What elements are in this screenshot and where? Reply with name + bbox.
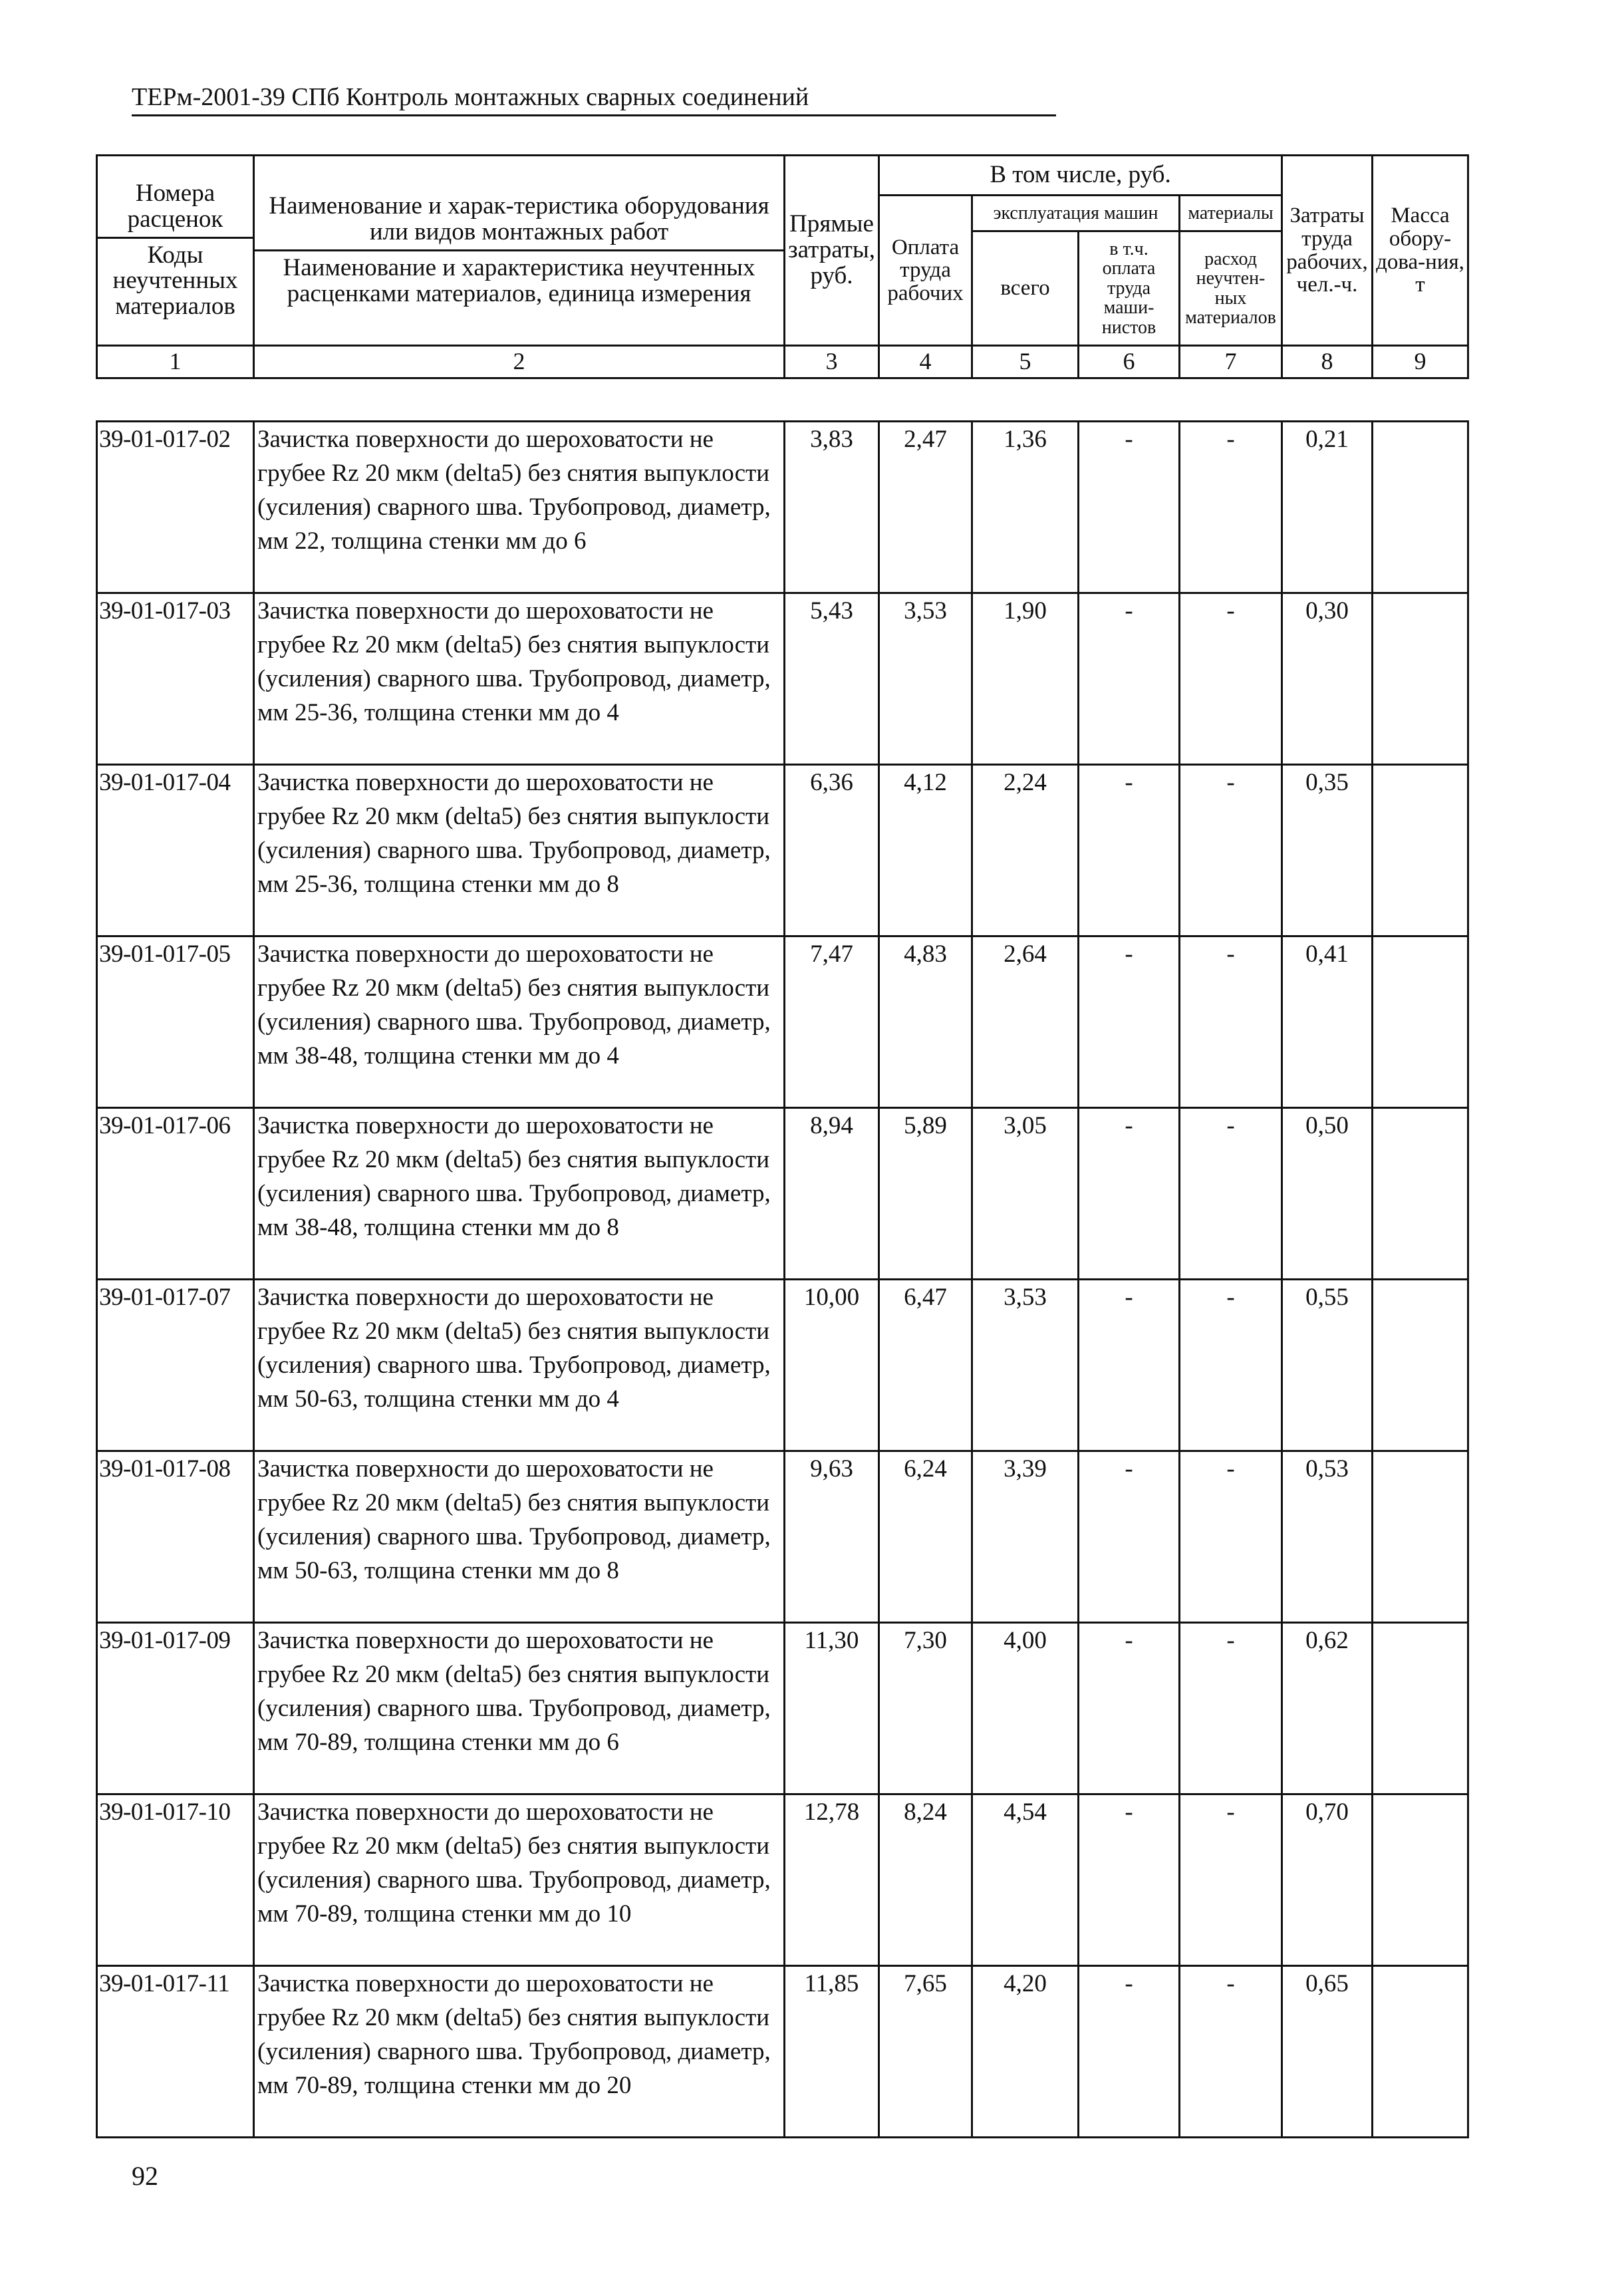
rate-description: Зачистка поверхности до шероховатости не грубее Rz 20 мкм (delta5) без снятия выпуклости (усиления) сварного шва. Трубопровод, диаметр, мм 50-63, толщина стенки мм до 8 <box>254 1451 785 1623</box>
rate-description: Зачистка поверхности до шероховатости не грубее Rz 20 мкм (delta5) без снятия выпуклости (усиления) сварного шва. Трубопровод, диаметр, мм 22, толщина стенки мм до 6 <box>254 422 785 593</box>
materials-use: - <box>1180 1623 1282 1794</box>
header-col3: Прямые затраты, руб. <box>785 156 879 346</box>
header-num-2: 2 <box>254 346 785 378</box>
direct-cost: 10,00 <box>785 1280 879 1451</box>
header-col2-top: Наименование и харак-теристика оборудования или видов монтажных работ <box>269 192 769 246</box>
header-num-5: 5 <box>972 346 1079 378</box>
direct-cost: 5,43 <box>785 593 879 765</box>
rate-description: Зачистка поверхности до шероховатости не грубее Rz 20 мкм (delta5) без снятия выпуклости (усиления) сварного шва. Трубопровод, диаметр, мм 38-48, толщина стенки мм до 8 <box>254 1108 785 1280</box>
labor-pay: 4,83 <box>879 936 972 1108</box>
labor-hours: 0,62 <box>1282 1623 1373 1794</box>
machine-total: 1,36 <box>972 422 1079 593</box>
labor-pay: 5,89 <box>879 1108 972 1280</box>
rates-table <box>96 420 1469 2138</box>
labor-hours: 0,53 <box>1282 1451 1373 1623</box>
labor-pay: 7,30 <box>879 1623 972 1794</box>
labor-pay: 7,65 <box>879 1966 972 2138</box>
direct-cost: 12,78 <box>785 1794 879 1966</box>
machine-total: 2,64 <box>972 936 1079 1108</box>
equipment-mass <box>1373 1108 1468 1280</box>
header-col6: в т.ч. оплата труда маши-нистов <box>1079 231 1180 346</box>
rate-description: Зачистка поверхности до шероховатости не грубее Rz 20 мкм (delta5) без снятия выпуклости (усиления) сварного шва. Трубопровод, диаметр, мм 70-89, толщина стенки мм до 10 <box>254 1794 785 1966</box>
rate-description: Зачистка поверхности до шероховатости не грубее Rz 20 мкм (delta5) без снятия выпуклости (усиления) сварного шва. Трубопровод, диаметр, мм 70-89, толщина стенки мм до 20 <box>254 1966 785 2138</box>
labor-hours: 0,41 <box>1282 936 1373 1108</box>
machine-labor: - <box>1079 765 1180 936</box>
equipment-mass <box>1373 1966 1468 2138</box>
materials-use: - <box>1180 1108 1282 1280</box>
table-row <box>97 1451 1468 1623</box>
materials-use: - <box>1180 422 1282 593</box>
labor-hours: 0,35 <box>1282 765 1373 936</box>
machine-total: 2,24 <box>972 765 1079 936</box>
header-machines: эксплуатация машин <box>972 196 1180 231</box>
direct-cost: 3,83 <box>785 422 879 593</box>
equipment-mass <box>1373 1280 1468 1451</box>
header-col1 <box>97 156 254 346</box>
machine-labor: - <box>1079 1966 1180 2138</box>
direct-cost: 8,94 <box>785 1108 879 1280</box>
header-materials: материалы <box>1180 196 1282 231</box>
direct-cost: 11,85 <box>785 1966 879 2138</box>
header-num-7: 7 <box>1180 346 1282 378</box>
header-num-1: 1 <box>97 346 254 378</box>
page-number: 92 <box>132 2161 158 2191</box>
machine-labor: - <box>1079 422 1180 593</box>
rate-description: Зачистка поверхности до шероховатости не грубее Rz 20 мкм (delta5) без снятия выпуклости (усиления) сварного шва. Трубопровод, диаметр, мм 38-48, толщина стенки мм до 4 <box>254 936 785 1108</box>
materials-use: - <box>1180 1451 1282 1623</box>
table-row <box>97 765 1468 936</box>
machine-total: 3,39 <box>972 1451 1079 1623</box>
machine-total: 4,54 <box>972 1794 1079 1966</box>
labor-pay: 4,12 <box>879 765 972 936</box>
rate-code: 39-01-017-09 <box>97 1623 254 1794</box>
table-row <box>97 1966 1468 2138</box>
machine-total: 3,53 <box>972 1280 1079 1451</box>
rate-description: Зачистка поверхности до шероховатости не грубее Rz 20 мкм (delta5) без снятия выпуклости (усиления) сварного шва. Трубопровод, диаметр, мм 25-36, толщина стенки мм до 4 <box>254 593 785 765</box>
labor-hours: 0,65 <box>1282 1966 1373 2138</box>
header-including: В том числе, руб. <box>879 156 1282 196</box>
labor-pay: 6,47 <box>879 1280 972 1451</box>
machine-labor: - <box>1079 1794 1180 1966</box>
table-row <box>97 593 1468 765</box>
labor-hours: 0,50 <box>1282 1108 1373 1280</box>
rate-description: Зачистка поверхности до шероховатости не грубее Rz 20 мкм (delta5) без снятия выпуклости (усиления) сварного шва. Трубопровод, диаметр, мм 25-36, толщина стенки мм до 8 <box>254 765 785 936</box>
labor-pay: 2,47 <box>879 422 972 593</box>
table-row <box>97 1794 1468 1966</box>
materials-use: - <box>1180 1794 1282 1966</box>
title-rule <box>132 114 1056 116</box>
rate-code: 39-01-017-06 <box>97 1108 254 1280</box>
header-col1-bottom: Коды неучтенных материалов <box>112 241 238 321</box>
header-table <box>96 154 1469 379</box>
header-col4: Оплата труда рабочих <box>879 196 972 346</box>
direct-cost: 9,63 <box>785 1451 879 1623</box>
equipment-mass <box>1373 765 1468 936</box>
header-col9: Масса обору-дова-ния, т <box>1373 156 1468 346</box>
machine-total: 4,00 <box>972 1623 1079 1794</box>
rate-code: 39-01-017-02 <box>97 422 254 593</box>
table-row <box>97 1280 1468 1451</box>
machine-labor: - <box>1079 1280 1180 1451</box>
table-row <box>97 1623 1468 1794</box>
machine-total: 1,90 <box>972 593 1079 765</box>
equipment-mass <box>1373 1451 1468 1623</box>
equipment-mass <box>1373 422 1468 593</box>
labor-pay: 3,53 <box>879 593 972 765</box>
header-num-3: 3 <box>785 346 879 378</box>
rate-code: 39-01-017-10 <box>97 1794 254 1966</box>
rate-description: Зачистка поверхности до шероховатости не грубее Rz 20 мкм (delta5) без снятия выпуклости (усиления) сварного шва. Трубопровод, диаметр, мм 70-89, толщина стенки мм до 6 <box>254 1623 785 1794</box>
rate-code: 39-01-017-08 <box>97 1451 254 1623</box>
header-num-6: 6 <box>1079 346 1180 378</box>
labor-pay: 8,24 <box>879 1794 972 1966</box>
rate-code: 39-01-017-04 <box>97 765 254 936</box>
labor-hours: 0,70 <box>1282 1794 1373 1966</box>
equipment-mass <box>1373 1623 1468 1794</box>
machine-labor: - <box>1079 1623 1180 1794</box>
materials-use: - <box>1180 1280 1282 1451</box>
labor-hours: 0,55 <box>1282 1280 1373 1451</box>
machine-total: 4,20 <box>972 1966 1079 2138</box>
rate-code: 39-01-017-11 <box>97 1966 254 2138</box>
header-col2-bottom: Наименование и характеристика неучтенных расценками материалов, единица измерения <box>283 254 755 307</box>
labor-hours: 0,30 <box>1282 593 1373 765</box>
machine-labor: - <box>1079 593 1180 765</box>
equipment-mass <box>1373 593 1468 765</box>
machine-labor: - <box>1079 1451 1180 1623</box>
materials-use: - <box>1180 936 1282 1108</box>
running-title: ТЕРм-2001-39 СПб Контроль монтажных сварных соединений <box>132 83 809 111</box>
header-col7: расход неучтен-ных материалов <box>1180 231 1282 346</box>
labor-hours: 0,21 <box>1282 422 1373 593</box>
machine-labor: - <box>1079 936 1180 1108</box>
rate-code: 39-01-017-03 <box>97 593 254 765</box>
rate-code: 39-01-017-07 <box>97 1280 254 1451</box>
materials-use: - <box>1180 1966 1282 2138</box>
materials-use: - <box>1180 593 1282 765</box>
table-row <box>97 1108 1468 1280</box>
labor-pay: 6,24 <box>879 1451 972 1623</box>
direct-cost: 7,47 <box>785 936 879 1108</box>
header-num-4: 4 <box>879 346 972 378</box>
header-num-9: 9 <box>1373 346 1468 378</box>
table-row <box>97 936 1468 1108</box>
materials-use: - <box>1180 765 1282 936</box>
header-col2 <box>254 156 785 346</box>
header-col5: всего <box>972 231 1079 346</box>
header-col1-top: Номера расценок <box>127 179 223 233</box>
equipment-mass <box>1373 936 1468 1108</box>
machine-labor: - <box>1079 1108 1180 1280</box>
direct-cost: 6,36 <box>785 765 879 936</box>
equipment-mass <box>1373 1794 1468 1966</box>
rate-description: Зачистка поверхности до шероховатости не грубее Rz 20 мкм (delta5) без снятия выпуклости (усиления) сварного шва. Трубопровод, диаметр, мм 50-63, толщина стенки мм до 4 <box>254 1280 785 1451</box>
machine-total: 3,05 <box>972 1108 1079 1280</box>
header-col8: Затраты труда рабочих, чел.-ч. <box>1282 156 1373 346</box>
table-row <box>97 422 1468 593</box>
rate-code: 39-01-017-05 <box>97 936 254 1108</box>
direct-cost: 11,30 <box>785 1623 879 1794</box>
header-num-8: 8 <box>1282 346 1373 378</box>
